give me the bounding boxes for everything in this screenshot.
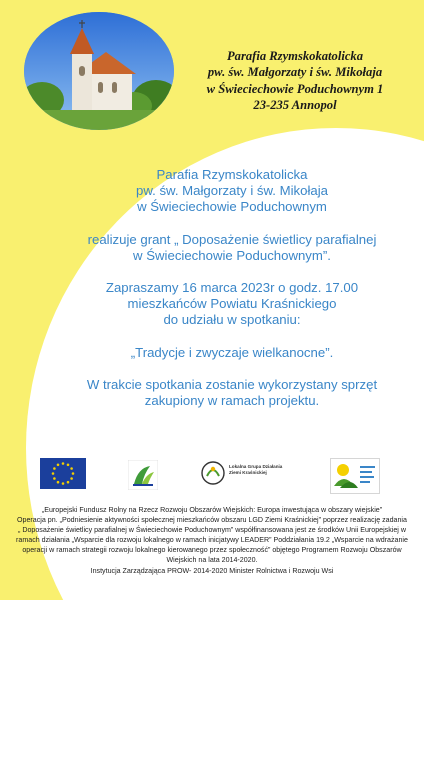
header-line: w Świeciechowie Poduchownym 1 [206,81,384,96]
eu-flag-logo [40,458,86,494]
equipment-line: W trakcie spotkania zostanie wykorzystany sprzęt [86,376,378,392]
invitation-line: do udziału w spotkaniu: [163,312,301,328]
equipment-line: zakupiony w ramach projektu. [144,393,320,409]
header-line: pw. św. Małgorzaty i św. Mikołaja [207,65,383,80]
lgd-logo-line: Ziemi Kraśnickiej [229,470,267,475]
parish-name-line: Parafia Rzymskokatolicka [156,167,308,182]
footer-line: ramach działania „Wsparcie dla rozwoju lokalnego w ramach inicjatywy LEADER” Poddziałania 19.2 „Wsparcie na wdrażanie [16,536,408,545]
meeting-title: „Tradycje i zwyczaje wielkanocne”. [130,344,334,360]
prow-logo [330,458,380,499]
grant-line: realizuje grant „ Doposażenie świetlicy parafialnej [87,231,377,247]
funding-footer [0,505,424,576]
header-line: 23-235 Annopol [253,97,337,112]
footer-line: „Europejski Fundusz Rolny na Rzecz Rozwoju Obszarów Wiejskich: Europa inwestująca w obszary wiejskie” [41,506,383,514]
footer-line: „ Doposażenie świetlicy parafialnej w Świeciechowie Poduchownym” współfinansowana jest ze środków Unii Europejskiej w [18,526,406,535]
announcement-body [62,167,402,409]
footer-line: Operacja pn. „Podniesienie aktywności społecznej mieszkańców obszaru LGD Ziemi Kraśnickiej” poprzez realizację zadania [17,516,407,525]
invitation-line: mieszkańców Powiatu Kraśnickiego [127,296,337,312]
lgd-logo-line: Lokalna Grupa Działania [229,464,283,469]
header-line: Parafia Rzymskokatolicka [226,49,364,63]
footer-line: Wiejskich na lata 2014-2020. [166,556,258,565]
church-photo [24,12,174,130]
lgd-logo [200,460,226,491]
header-address [176,48,414,113]
invitation-line: Zapraszamy 16 marca 2023r o godz. 17.00 [105,280,359,296]
footer-line: operacji w ramach strategii rozwoju lokalnego kierowanego przez społeczność” objętego Programem Rozwoju Obszarów [22,546,402,555]
parish-name-line: pw. św. Małgorzaty i św. Mikołaja [135,183,328,199]
grant-line: w Świeciechowie Poduchownym”. [133,247,331,263]
lgd-logo-text [229,464,282,476]
sponsor-logos [0,454,424,494]
footer-line: Instytucja Zarządzająca PROW- 2014-2020 Minister Rolnictwa i Rozwoju Wsi [90,566,334,575]
leader-logo [128,460,158,495]
parish-name-line: w Świeciechowie Poduchownym [137,199,327,215]
